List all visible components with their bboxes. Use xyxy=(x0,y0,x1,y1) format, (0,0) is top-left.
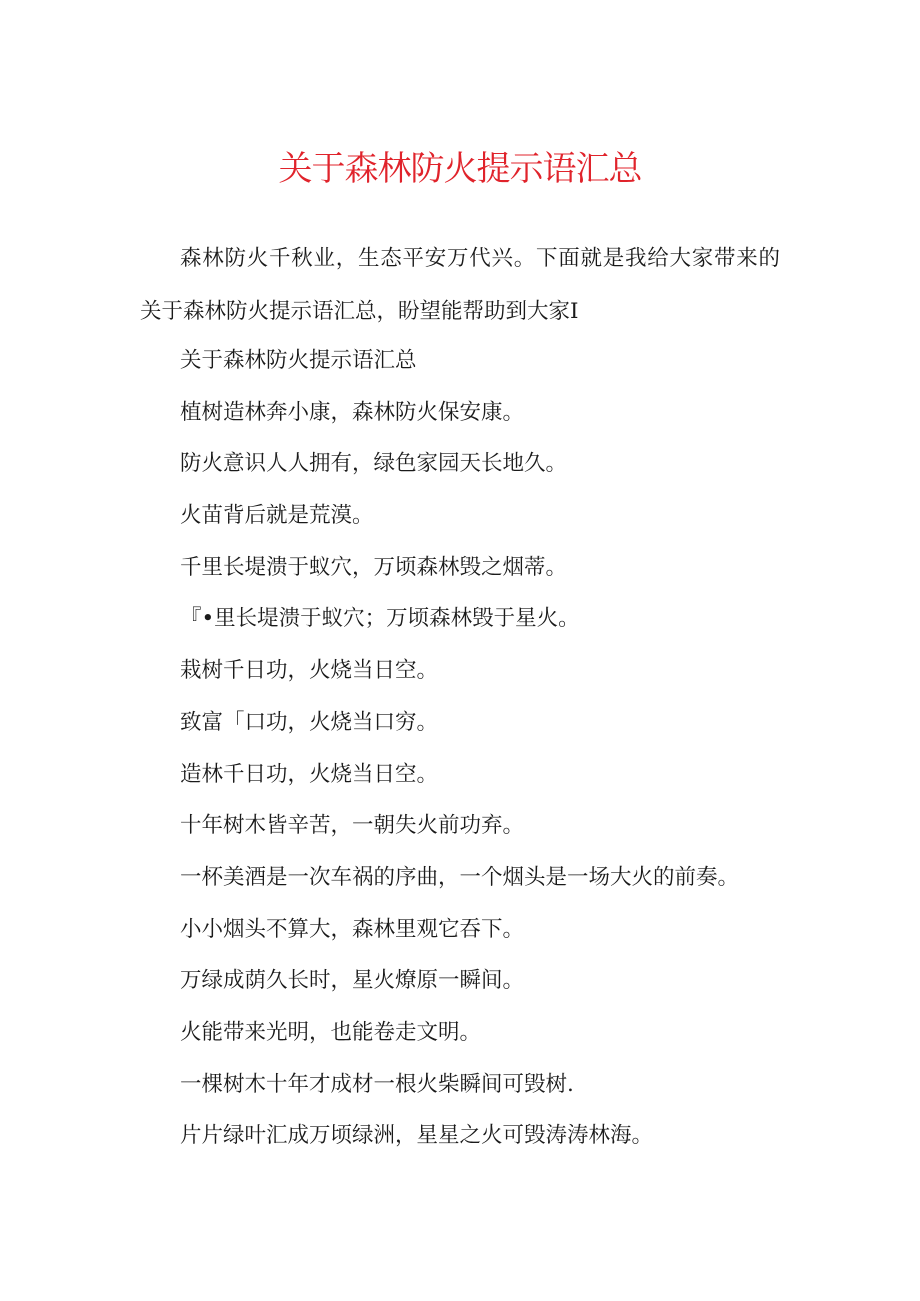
slogan-item: 致富「口功，火烧当口穷。 xyxy=(180,709,439,735)
list-heading: 关于森林防火提示语汇总 xyxy=(180,348,417,373)
document-title: 关于森林防火提示语汇总 xyxy=(278,149,642,189)
slogan-item: 造林千日功，火烧当日空。 xyxy=(180,761,439,787)
slogan-item: 栽树千日功，火烧当日空。 xyxy=(180,658,439,684)
slogan-item: 小小烟头不算大，森林里观它吞下。 xyxy=(180,916,525,942)
slogan-item: 防火意识人人拥有，绿色家园天长地久。 xyxy=(180,451,568,477)
intro-paragraph: 森林防火千秋业，生态平安万代兴。下面就是我给大家带来的关于森林防火提示语汇总，盼望能帮助到大家Ⅰ xyxy=(140,246,780,324)
slogan-item: 火能带来光明，也能卷走文明。 xyxy=(180,1019,482,1045)
slogan-item: 片片绿叶汇成万顷绿洲，星星之火可毁涛涛林海。 xyxy=(180,1123,654,1149)
slogan-item: 一杯美酒是一次车祸的序曲，一个烟头是一场大火的前奏。 xyxy=(180,864,740,890)
slogan-item: 千里长堤溃于蚁穴，万顷森林毁之烟蒂。 xyxy=(180,554,568,580)
slogan-item: 植树造林奔小康，森林防火保安康。 xyxy=(180,399,525,425)
slogan-item: 『•里长堤溃于蚁穴；万顷森林毁于星火。 xyxy=(180,606,580,632)
slogan-item: 万绿成荫久长时，星火燎原一瞬间。 xyxy=(180,968,525,994)
slogan-item: 十年树木皆辛苦，一朝失火前功弃。 xyxy=(180,813,525,839)
slogan-list xyxy=(180,335,820,1162)
slogan-item: 一棵树木十年才成材一根火柴瞬间可毁树. xyxy=(180,1071,574,1097)
slogan-item: 火苗背后就是荒漠。 xyxy=(180,503,374,529)
